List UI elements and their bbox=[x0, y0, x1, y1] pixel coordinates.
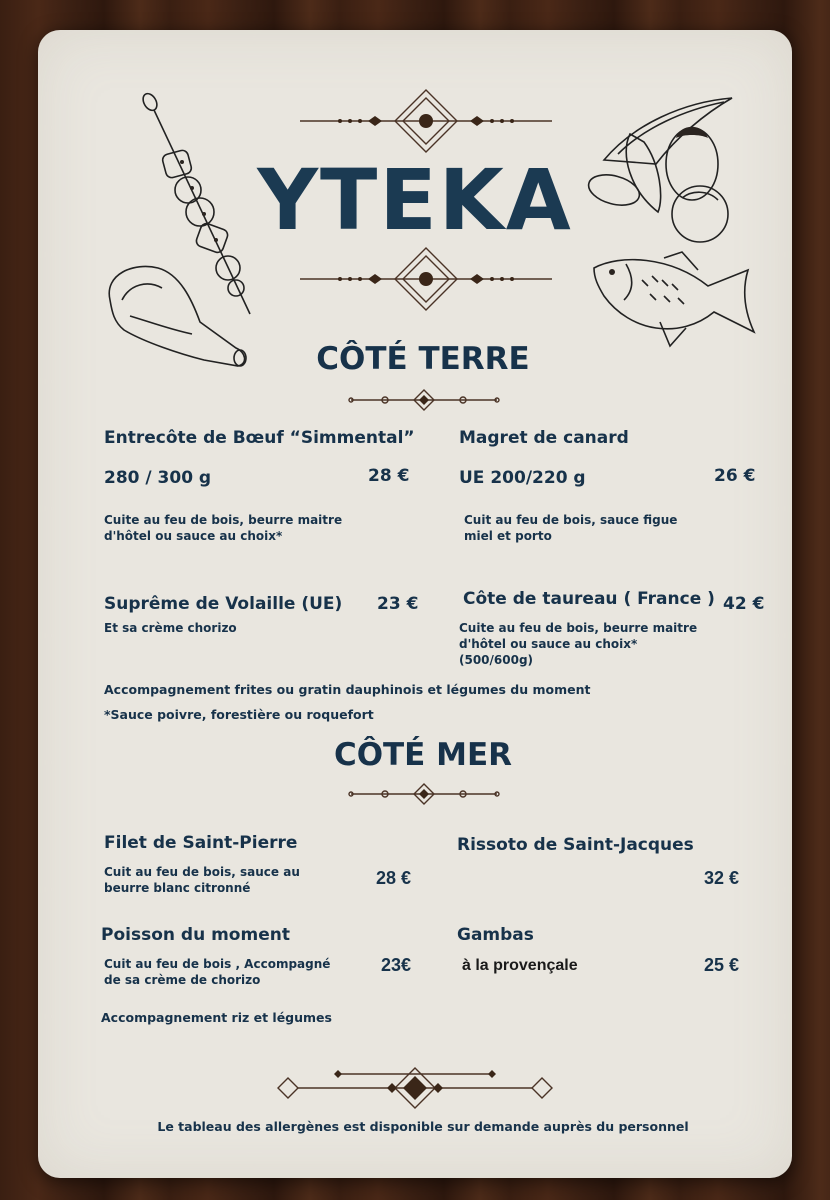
section-title-terre: CÔTÉ TERRE bbox=[316, 341, 530, 377]
dish-name: Suprême de Volaille (UE) bbox=[104, 594, 343, 614]
dish-description: Cuit au feu de bois, sauce figue miel et porto bbox=[464, 513, 678, 543]
ornament-divider-icon bbox=[345, 782, 503, 806]
ornament-divider-icon bbox=[300, 88, 552, 154]
dish-price: 42 € bbox=[723, 594, 765, 614]
dish-price: 25 € bbox=[704, 955, 740, 975]
dish-weight: 280 / 300 g bbox=[104, 468, 212, 488]
side-note: Accompagnement frites ou gratin dauphinois et légumes du moment bbox=[104, 682, 591, 697]
dish-description: Cuite au feu de bois, beurre maitre d'hôtel ou sauce au choix* (500/600g) bbox=[459, 621, 698, 667]
dish-name: Côte de taureau ( France ) bbox=[463, 589, 715, 609]
dish-description: Et sa crème chorizo bbox=[104, 621, 237, 635]
dish-description: Cuit au feu de bois , Accompagné de sa crème de chorizo bbox=[104, 957, 331, 987]
dish-name: Gambas bbox=[457, 925, 534, 945]
ornament-divider-icon bbox=[300, 246, 552, 312]
dish-price: 26 € bbox=[714, 466, 756, 486]
dish-price: 28 € bbox=[376, 868, 412, 888]
brand-title: YTEKA bbox=[257, 151, 573, 249]
section-title-mer: CÔTÉ MER bbox=[333, 737, 513, 773]
dish-price: 23€ bbox=[381, 955, 412, 975]
dish-name: Filet de Saint-Pierre bbox=[104, 833, 298, 853]
dish-price: 28 € bbox=[368, 466, 410, 486]
side-note: Accompagnement riz et légumes bbox=[101, 1010, 332, 1025]
dish-description: Cuite au feu de bois, beurre maitre d'hôtel ou sauce au choix* bbox=[104, 513, 343, 543]
ornament-divider-icon bbox=[345, 388, 503, 412]
vegetables-icon bbox=[584, 94, 734, 244]
dish-description: Cuit au feu de bois, sauce au beurre blanc citronné bbox=[104, 865, 300, 895]
dish-description: à la provençale bbox=[462, 957, 578, 974]
dish-weight: UE 200/220 g bbox=[459, 468, 586, 488]
ornament-divider-icon bbox=[272, 1064, 558, 1112]
sauce-note: *Sauce poivre, forestière ou roquefort bbox=[104, 707, 374, 722]
dish-price: 32 € bbox=[704, 868, 740, 888]
dish-price: 23 € bbox=[377, 594, 419, 614]
allergens-note: Le tableau des allergènes est disponible sur demande auprès du personnel bbox=[157, 1119, 689, 1134]
dish-name: Entrecôte de Bœuf “Simmental” bbox=[104, 428, 415, 448]
dish-name: Poisson du moment bbox=[101, 925, 290, 945]
dish-name: Rissoto de Saint-Jacques bbox=[457, 835, 694, 855]
dish-name: Magret de canard bbox=[459, 428, 629, 448]
